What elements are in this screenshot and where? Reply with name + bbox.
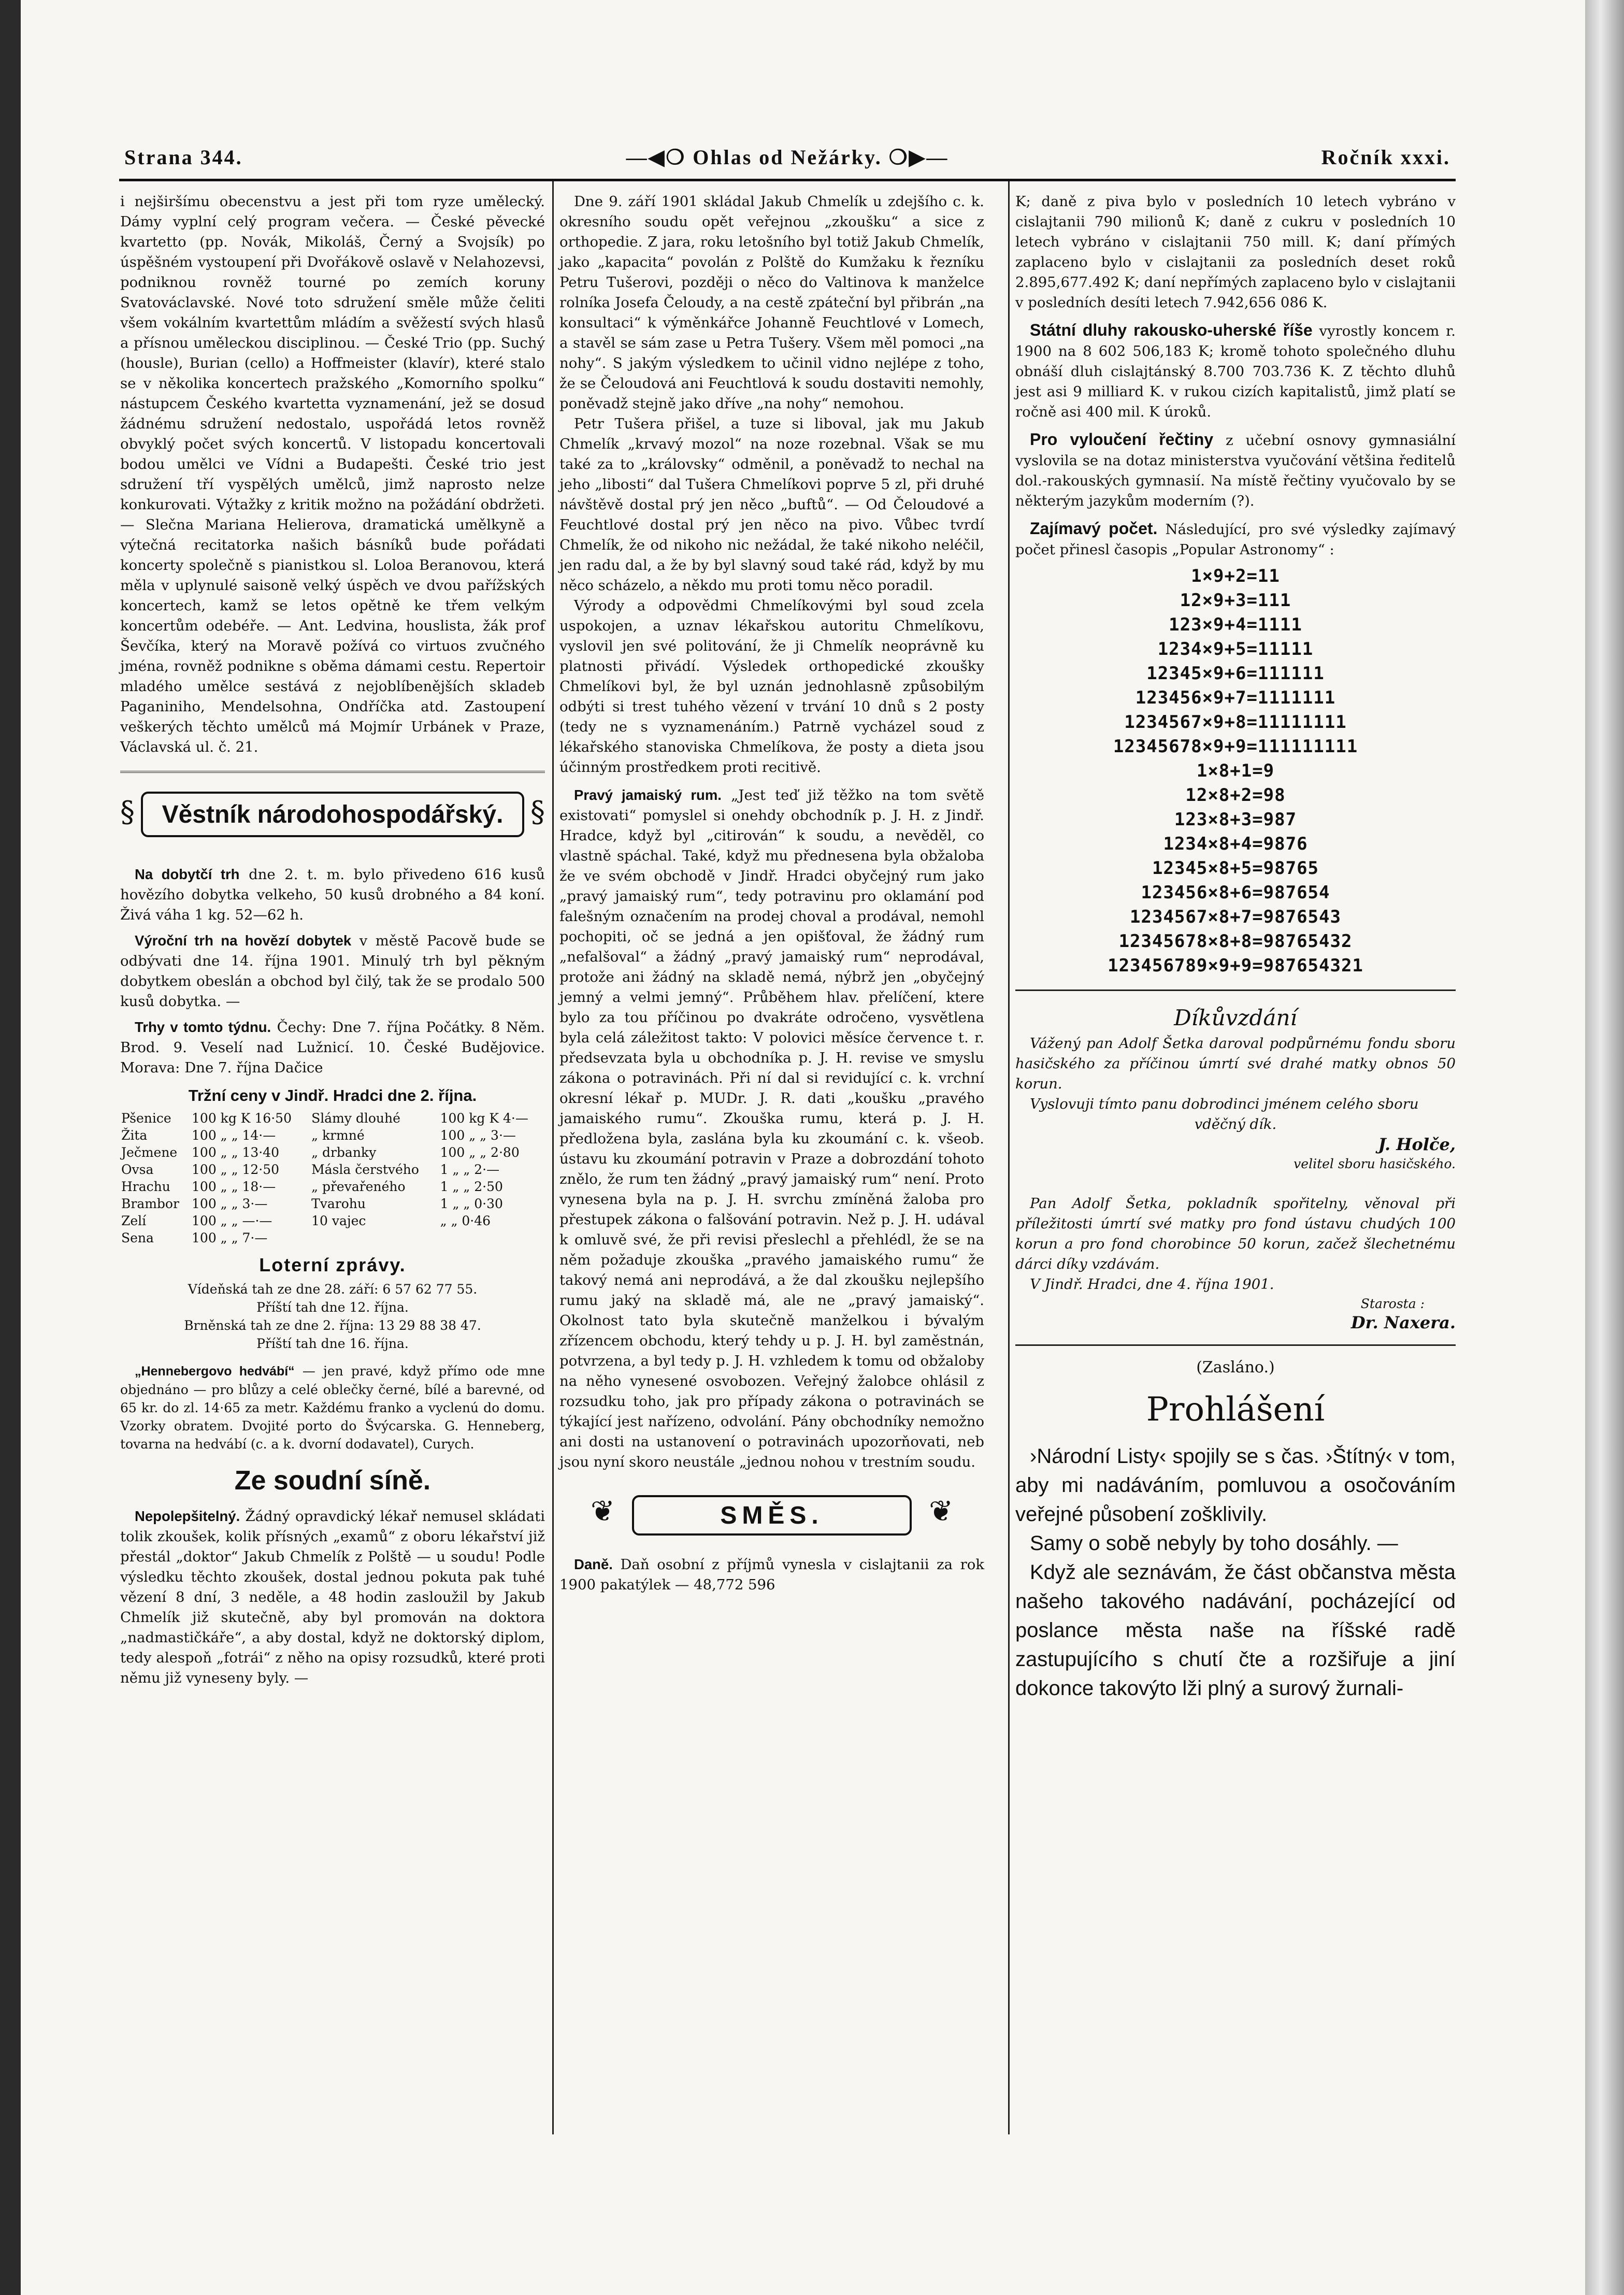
math-line: 1234567×8+7=9876543 <box>1130 907 1341 927</box>
table-cell: 1 „ „ 2·50 <box>440 1179 503 1194</box>
table-cell: 10 vajec <box>311 1213 366 1228</box>
article-text: Následující, pro své výsledky zajímavý počet přinesl časopis „Popular Astronomy“ : <box>1015 521 1456 558</box>
signature-title: Starosta : <box>1360 1296 1425 1311</box>
table-cell: Hrachu <box>121 1179 170 1194</box>
section-title: Prohlášení <box>1146 1390 1325 1429</box>
table-cell: Pšenice <box>121 1111 171 1126</box>
table-cell: 100 „ „ 18·— <box>192 1179 276 1194</box>
column-3 <box>1015 192 1456 1703</box>
table-cell: 100 kg K 4·— <box>440 1111 528 1126</box>
lottery-line: Příští tah dne 16. října. <box>256 1336 409 1351</box>
article-text: Pan Adolf Šetka, pokladník spořitelny, věnoval při příležitosti úmrtí své matky pro fond ústavu chudých 100 korun a pro fond chorobince 50 korun, začež šlechetnému dárci díky vzdávám. <box>1015 1195 1456 1272</box>
article-text: v městě Pacově bude se odbývati dne 14. října 1901. Minulý trh byl pěkným dobytkem obeslán a obchod byl čilý, tak že se prodalo 500 kusů dobytka. — <box>120 933 545 1010</box>
article-text: K; daně z piva bylo v posledních 10 letech vybráno v cislajtanii 790 milionů K; daně z cukru v posledních 10 letech vybráno v cislajtanii 750 mill. K; daní přímých zaplaceno bylo v cislajtanii za posledních deset roků 2.895,677.492 K; daní nepřímých zaplaceno bylo v cislajtanii v posledních desíti letech 7.942,656 086 K. <box>1015 193 1456 311</box>
divider <box>1015 1344 1456 1346</box>
table-row <box>120 1212 545 1229</box>
heading: Pro vyloučení řečtiny <box>1030 430 1214 449</box>
table-cell: 100 „ „ 7·— <box>192 1230 268 1245</box>
table-cell <box>439 1229 545 1246</box>
table-cell: Ječmene <box>121 1145 178 1160</box>
article-text: Vyslovuji tímto panu dobrodinci jménem celého sboru <box>1030 1096 1419 1112</box>
table-cell: 100 „ „ 12·50 <box>192 1162 280 1177</box>
math-table <box>1015 564 1456 978</box>
lottery-line: Vídeňská tah ze dne 28. září: 6 57 62 77 55. <box>188 1282 478 1297</box>
math-line: 12×9+3=111 <box>1180 590 1291 611</box>
math-line: 12×8+2=98 <box>1185 785 1286 806</box>
article-text: dne 2. t. m. bylo přivedeno 616 kusů hovězího dobytka velkeho, 50 kusů drobného a 84 koní. Živá váha 1 kg. 52—62 h. <box>120 866 545 923</box>
math-line: 1×9+2=11 <box>1191 566 1280 586</box>
table-row <box>120 1178 545 1195</box>
table-cell: Tvarohu <box>311 1196 366 1211</box>
heading: Nepolepšitelný. <box>135 1508 240 1524</box>
article-text: „Jest teď již těžko na tom světě existovati“ pomyslel si onehdy obchodník p. J. H. z Jindř. Hradce, když byl „citirován“ k soudu, a nevěděl, co vlastně spáchal. Také, když mu přednesena byla obžaloba že ve svém obchodě v Jindř. Hradci obyčejný rum jako „pravý jamaiský rum“, tedy potravinu pro oklamání pod falešným označením na prodej choval a prodával, nemohl pochopiti, oč se jedná a jen opišťoval, že žádný rum „nefalšoval“ a žádný „pravý jamaiský rum“ neprodával, protože ani žádný na skladě nemá, nýbrž jen „obyčejný jemný a velmi jemný“. Průběhem hlav. přelíčení, ktere bylo za tou příčinou po dvakráte odročeno, vysvětlena byla celá záležitost takto: V polovici měsíce července t. r. předsevzata byla u obchodníka p. J. H. revise ve smyslu zákona o potravinách. Při ní dal si revidující c. k. vrchní okresní lékař p. MUDr. J. R. dati „koušku „pravého jamaiského rumu“. Zkouška rumu, která p. J. H. předložena byla, zaslána byla ku zkoumání c. k. všeob. ústavu ku zkoumání potravin v Praze a dobrozdání tohoto znělo, že rum ten žádný „pravý jamaiský rum“ není. Proto vynesena byla na p. J. H. svrchu zmíněná žaloba pro přestupek zákona o falšování potravin. Než p. J. H. udával k omluvě své, že při revisi přeslechl a přehlédl, že se na něm požaduje zkouška „pravého jamaiského rumu“ že takový nemá ani neprodává, a že dal zkoušku nejlepšího rumu jaký na skladě má, ale ne „pravý jamaiský“. Okolnost tato byla skutečně manželkou i bývalým zřízencem obchodu, který tehdy u p. J. H. byl zaměstnán, potvrzena, a byl tedy p. J. H. vzhledem k tomu od obžaloby na něho vynesené osvobozen. Veřejný žalobce ohlásil z rozsudku toho, jak pro případy zákona o potravinách se týkající jest nařízeno, odvolání. Pány obchodníky nemožno ani dosti na ustanovení o potravinách upozorňovati, neb jsou nyní skoro neustále „jednou nohou v trestním soudu. <box>559 787 984 1470</box>
article-text: Daň osobní z příjmů vynesla v cislajtanii za rok 1900 pakatýlek — 48,772 596 <box>559 1556 984 1593</box>
table-cell: 100 „ „ 2·80 <box>440 1145 520 1160</box>
section-title: Díkůvzdání <box>1174 1005 1297 1030</box>
article-text: vděčný dík. <box>1194 1116 1277 1132</box>
math-line: 12345×9+6=111111 <box>1146 663 1325 684</box>
table-cell: 100 „ „ 3·— <box>440 1128 516 1143</box>
article-text: Čechy: Dne 7. října Počátky. 8 Něm. Brod. 9. Veselí nad Lužnicí. 10. České Budějovice. Morava: Dne 7. října Dačice <box>120 1019 545 1076</box>
article-text: Vážený pan Adolf Šetka daroval podpůrnému fondu sboru hasičského za příčinou úmrtí své drahé matky obnos 50 korun. <box>1015 1035 1456 1092</box>
signature-name: Dr. Naxera. <box>1350 1313 1456 1332</box>
table-cell: Sena <box>121 1230 154 1245</box>
section-title: Věstník národohospodářský. <box>141 792 524 837</box>
table-cell: Žita <box>121 1128 148 1143</box>
section-title: SMĚS. <box>632 1495 912 1536</box>
article-text: vyrostly koncem r. 1900 na 8 602 506,183 K; kromě tohoto společného dluhu obnáší dluh cislajtánský 8.700 703.736 K. Z těchto dluhů jest asi 9 milliard K. v rukou cizích kapitalistů, jimž platí se ročně asi 400 mil. K úroků. <box>1015 323 1456 420</box>
article-text: Žádný opravdický lékař nemusel skládati tolik zkoušek, kolik přísných „examů“ z oboru lékařství již přestál „doktor“ Jakub Chmelík z Polště — u soudu! Podle výsledku těchto zkoušek, dostal jednou pokuta pak tuhé vězení 8 dní, 3 neděle, a 48 hodin zasloužil by Jakub Chmelík již skutečně, aby byl promován na doktora „nadmastičkáře“, a aby dostal, když ne doktorský diplom, tedy alespoň „fotrái“ z něho na opisy rozsudků, které proti němu již vyneseny byly. — <box>120 1508 545 1686</box>
table-cell: 100 „ „ 13·40 <box>192 1145 280 1160</box>
table-row <box>120 1127 545 1144</box>
math-line: 123456×9+7=1111111 <box>1135 687 1336 708</box>
heading: Na dobytčí trh <box>135 866 240 882</box>
volume: Ročník xxxi. <box>1321 146 1450 169</box>
heading: Loterní zprávy. <box>259 1254 406 1275</box>
column-divider <box>1008 181 1010 2134</box>
section-title: Ze soudní síně. <box>234 1466 431 1496</box>
heading: „Hennebergovo hedvábí“ <box>135 1364 295 1379</box>
note: (Zasláno.) <box>1196 1358 1275 1376</box>
table-cell: „ převařeného <box>311 1179 406 1194</box>
price-table <box>120 1110 545 1246</box>
page-number: Strana 344. <box>124 146 243 169</box>
math-line: 123×9+4=1111 <box>1169 614 1302 635</box>
math-line: 123456×8+6=987654 <box>1141 882 1330 903</box>
heading: Daně. <box>574 1556 613 1572</box>
article-text: z učební osnovy gymnasiální vyslovila se na dotaz ministerstva vyučování většina ředitelů dol.-rakouských gymnasií. Na místě řečtiny vyučovalo by se některým jazykům moderním (?). <box>1015 432 1456 509</box>
table-cell: „ „ 0·46 <box>440 1213 491 1228</box>
table-cell: Másla čerstvého <box>311 1162 419 1177</box>
table-cell <box>310 1229 439 1246</box>
article-text: Samy o sobě nebyly by toho dosáhly. — <box>1030 1532 1398 1555</box>
math-line: 1234×9+5=11111 <box>1157 639 1314 659</box>
article-text: Petr Tušera přišel, a tuze si liboval, jak mu Jakub Chmelík „krvavý mozol“ na noze rozebnal. Však se mu také za to „královsky“ odměnil, a poněvadž to nechal na jeho „libosti“ dal Tušera Chmelíkovi poprve 5 zl, při druhé návštěvě dostal prý jen něco „buftů“. — Od Čeloudové a Feuchtlové dostal prý jen něco na pivo. Vůbec tvrdí Chmelík, že od nikoho nic nežádal, že také nikoho neléčil, jen radu dal, a že by byl slavný soud také rád, když by mu něco scházelo, a někdo mu proti tomu něco poradil. <box>559 415 984 594</box>
lottery-line: Brněnská tah ze dne 2. října: 13 29 88 38 47. <box>184 1318 481 1333</box>
math-line: 12345678×8+8=98765432 <box>1118 931 1353 952</box>
math-line: 123×8+3=987 <box>1174 809 1297 830</box>
column-2 <box>559 192 984 1595</box>
book-edge <box>1585 0 1624 2295</box>
newspaper-title: —◀❍ Ohlas od Nežárky. ❍▶— <box>626 146 949 169</box>
table-cell: Slámy dlouhé <box>311 1111 400 1126</box>
table-cell: „ krmné <box>311 1128 365 1143</box>
heading: Výroční trh na hovězí dobytek <box>135 933 352 949</box>
signature-name: J. Holče, <box>1378 1135 1456 1154</box>
table-cell: 100 „ „ 14·— <box>192 1128 276 1143</box>
heading: Zajímavý počet. <box>1030 519 1158 538</box>
table-row <box>120 1144 545 1161</box>
table-row <box>120 1229 545 1246</box>
math-line: 1234×8+4=9876 <box>1163 834 1308 854</box>
table-cell: 100 „ „ —·— <box>192 1213 272 1228</box>
column-divider <box>552 181 554 2134</box>
math-line: 1×8+1=9 <box>1196 761 1275 781</box>
heading: Státní dluhy rakousko-uherské říše <box>1030 321 1313 339</box>
math-line: 12345×8+5=98765 <box>1152 858 1319 879</box>
math-line: 1234567×9+8=11111111 <box>1124 712 1347 733</box>
table-cell: 1 „ „ 2·— <box>440 1162 500 1177</box>
lottery-line: Příští tah dne 12. října. <box>256 1300 409 1315</box>
advert-text: — jen pravé, když přímo ode mne objednáno — pro blůzy a celé oblečky černé, bílé a barevné, od 65 kr. do zl. 14·65 za metr. Každému franko a vyclenú do domu. Vzorky obratem. Dvojité porto do Švýcarska. G. Henneberg, tovarna na hedvábí (c. a k. dvorní dodavatel), Curych. <box>120 1364 545 1452</box>
page-header <box>124 140 1450 176</box>
heading: Tržní ceny v Jindř. Hradci dne 2. října. <box>188 1086 477 1105</box>
heading: Pravý jamaiský rum. <box>574 787 722 803</box>
article-text: Výrody a odpovědmi Chmelíkovými byl soud zcela uspokojen, a uznav lékařskou autoritu Chmelíkovu, vyslovil jen své politování, že ji Chmelík neoprávně ku platnosti přivádí. Výsledek orthopedické zkoušky Chmelíkovi byl, že byl uznán jednohlasně způsobilým odbýti si trest tuhého vězení v trvání 10 dnů s 2 posty (tedy ne s vyznamenáním.) Patrně vycházel soud z lékařského stanoviska Chmelíkova, že posty a dieta jsou účinným prostředkem proti recitivě. <box>559 597 984 776</box>
header-rule <box>119 179 1456 181</box>
table-cell: 1 „ „ 0·30 <box>440 1196 503 1211</box>
section-banner: § Věstník národohospodářský. § <box>120 771 545 849</box>
table-cell: Ovsa <box>121 1162 154 1177</box>
column-1 <box>120 192 545 1688</box>
math-line: 123456789×9+9=987654321 <box>1108 955 1363 976</box>
article-text: ›Národní Listy‹ spojily se s čas. ›Štítný‹ v tom, aby mi nadáváním, pomluvou a osočováním veřejné působení zoškliviIy. <box>1015 1445 1456 1526</box>
section-banner: SMĚS. ❦ ❦ <box>591 1485 953 1542</box>
article-text: Když ale seznávám, že část občanstva města našeho takového nadávání, pocházející od poslance města naše na říšské radě zastupujícího s chutí čte a rozšiřuje a jiní dokonce takovýto lži plný a surový žurnali- <box>1015 1561 1456 1700</box>
table-cell: „ drbanky <box>311 1145 377 1160</box>
divider <box>1015 989 1456 991</box>
heading: Trhy v tomto týdnu. <box>135 1019 271 1035</box>
table-cell: Brambor <box>121 1196 179 1211</box>
table-row <box>120 1110 545 1127</box>
table-cell: 100 „ „ 3·— <box>192 1196 268 1211</box>
table-cell: Zelí <box>121 1213 147 1228</box>
table-cell: 100 kg K 16·50 <box>192 1111 292 1126</box>
signature-title: velitel sboru hasičského. <box>1294 1156 1456 1171</box>
table-row <box>120 1195 545 1212</box>
math-line: 12345678×9+9=111111111 <box>1113 736 1358 757</box>
table-row <box>120 1161 545 1178</box>
article-text: Dne 9. září 1901 skládal Jakub Chmelík u zdejšího c. k. okresního soudu opět veřejnou „zkoušku“ a sice z orthopedie. Z jara, roku letošního byl totiž Jakub Chmelík, jako „kapacita“ povolán z Polště do Kumžaku k řezníku Petru Tušerovi, později o něco do Valtinova k manželce rolníka Josefa Čeloudy, a na cestě zpáteční byl přibrán „na konsultaci“ k výměnkářce Johanně Feuchtlové v Lomech, a stavěl se sám zase u Petra Tušery. Všem měl pomoci „na nohy“. S jakým výsledkem to učinil vidno nejlépe z toho, že se Čeloudová ani Feuchtlová k soudu dostaviti nemohly, poněvadž stejně jako dříve „na nohy“ nemohou. <box>559 193 984 412</box>
article-text: i nejširšímu obecenstvu a jest při tom ryze umělecký. Dámy vyplní celý program večera. — České pěvecké kvartetto (pp. Novák, Mikoláš, Černý a Svojsík) po úspěšném vystoupení při Dvořákově oslavě v Nelahozevsi, podniknou rovněž tourné po zemích koruny Svatováclavské. Nové toto sdružení směle může čeliti všem vokálním kvartettům mládím a svěžestí svých hlasů a přísnou uměleckou disciplinou. — České Trio (pp. Suchý (housle), Burian (cello) a Hoffmeister (klavír), které stalo se v několika koncertech pražského „Komorního spolku“ nástupcem Českého kvartetta vyznamenání, jež se dosud žádnému sdružení nedostalo, uspořádá letos rovněž obvyklý počet svých koncertů. V listopadu koncertovali bodou umělci ve Vídni a Budapešti. České trio jest sdružení tří vyspělých umělců, jimž naprosto nelze konkurovati. Výtažky z kritik možno na požádání obdržeti. — Slečna Mariana Helierova, dramatická umělkyně a výtečná recitatorka našich básníků bude pořádati koncerty společně s pianistkou sl. Loloa Beranovou, která měla v uplynulé saisoně velký úspěch ve dvou pařížských koncertech, kamž se letos opětně ke třem velkým koncertům odebéře. — Ant. Ledvina, houslista, žák prof Ševčíka, který na Moravě požívá co virtuos zvučného jména, rovněž podnikne s oběma dámami cestu. Repertoir mladého umělce sestává z nejoblíbenějších skladeb Paganiniho, Mendelsohna, Ondříčka atd. Zastoupení veškerých těchto umělců má Mojmír Urbánek v Praze, Václavská ul. č. 21. <box>120 193 545 755</box>
article-text: V Jindř. Hradci, dne 4. října 1901. <box>1030 1276 1274 1293</box>
